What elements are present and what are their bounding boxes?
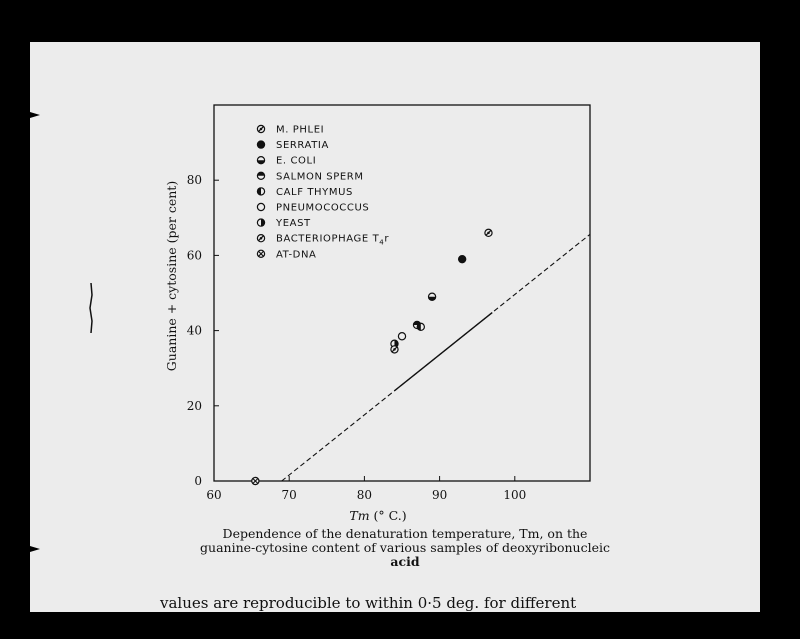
point-5-0: [398, 333, 405, 340]
y-tick-label-0: 0: [194, 474, 202, 488]
legend-label-4: CALF THYMUS: [276, 186, 353, 198]
x-tick-label-60: 60: [206, 488, 222, 502]
body-text-line: values are reproducible to within 0·5 deg. for different: [160, 594, 577, 612]
point-5-0-circle: [398, 333, 405, 340]
x-tick-label-90: 90: [431, 488, 448, 502]
point-0-0: [485, 229, 492, 236]
point-4-0: [417, 323, 424, 330]
caption-line-1: Dependence of the denaturation temperature, Tm, on the: [222, 526, 588, 541]
legend-marker-5: [257, 203, 264, 210]
plot-border: [214, 105, 590, 481]
y-tick-label-20: 20: [186, 398, 202, 413]
legend-label-1: SERRATIA: [276, 140, 329, 152]
legend-marker-5-circle: [257, 203, 264, 210]
legend-marker-6: [257, 219, 264, 226]
data-points: [252, 229, 492, 484]
plot-frame: [214, 105, 590, 481]
caption-line-3: acid: [390, 554, 420, 569]
y-axis-label: Guanine + cytosine (per cent): [164, 180, 179, 372]
axis-ticks: [187, 173, 527, 502]
point-1-0: [459, 256, 466, 263]
point-2-0: [428, 293, 435, 300]
x-axis-label: Tm (° C.): [349, 508, 407, 523]
point-7-0-dot: [393, 348, 396, 351]
x-tick-label-70: 70: [281, 488, 297, 502]
y-tick-label-40: 40: [186, 323, 202, 338]
x-tick-label-80: 80: [356, 488, 373, 502]
x-tick-label-100: 100: [503, 488, 527, 502]
point-8-0: [252, 477, 259, 484]
legend-marker-0-dot: [260, 128, 263, 131]
legend-label-6: YEAST: [276, 218, 311, 230]
legend-marker-7-dot: [260, 237, 263, 240]
legend-label-0: M. PHLEI: [276, 124, 325, 136]
point-1-0-circle: [459, 256, 466, 263]
caption-line-2: guanine-cytosine content of various samples of deoxyribonucleic: [200, 540, 610, 555]
legend-marker-8: [257, 250, 264, 257]
legend-marker-4: [257, 188, 264, 195]
point-0-0-dot: [487, 232, 490, 235]
regression-lines: [282, 234, 590, 481]
legend-label-2: E. COLI: [276, 155, 317, 167]
point-7-0: [391, 346, 398, 353]
legend-label-5: PNEUMOCOCCUS: [276, 202, 370, 214]
legend-marker-0: [257, 125, 264, 132]
solid-fit-line: [394, 313, 492, 391]
legend-label-8: AT-DNA: [276, 249, 317, 261]
legend-marker-2: [257, 157, 264, 164]
legend-marker-1: [257, 141, 264, 148]
legend-label-3: SALMON SPERM: [276, 171, 364, 183]
legend-marker-1-circle: [257, 141, 264, 148]
legend: [257, 125, 389, 261]
legend-label-7: BACTERIOPHAGE $T_4r$: [276, 233, 390, 247]
legend-marker-7: [257, 235, 264, 242]
y-tick-label-60: 60: [186, 248, 202, 263]
legend-marker-3: [257, 172, 264, 179]
y-tick-label-80: 80: [186, 173, 202, 188]
